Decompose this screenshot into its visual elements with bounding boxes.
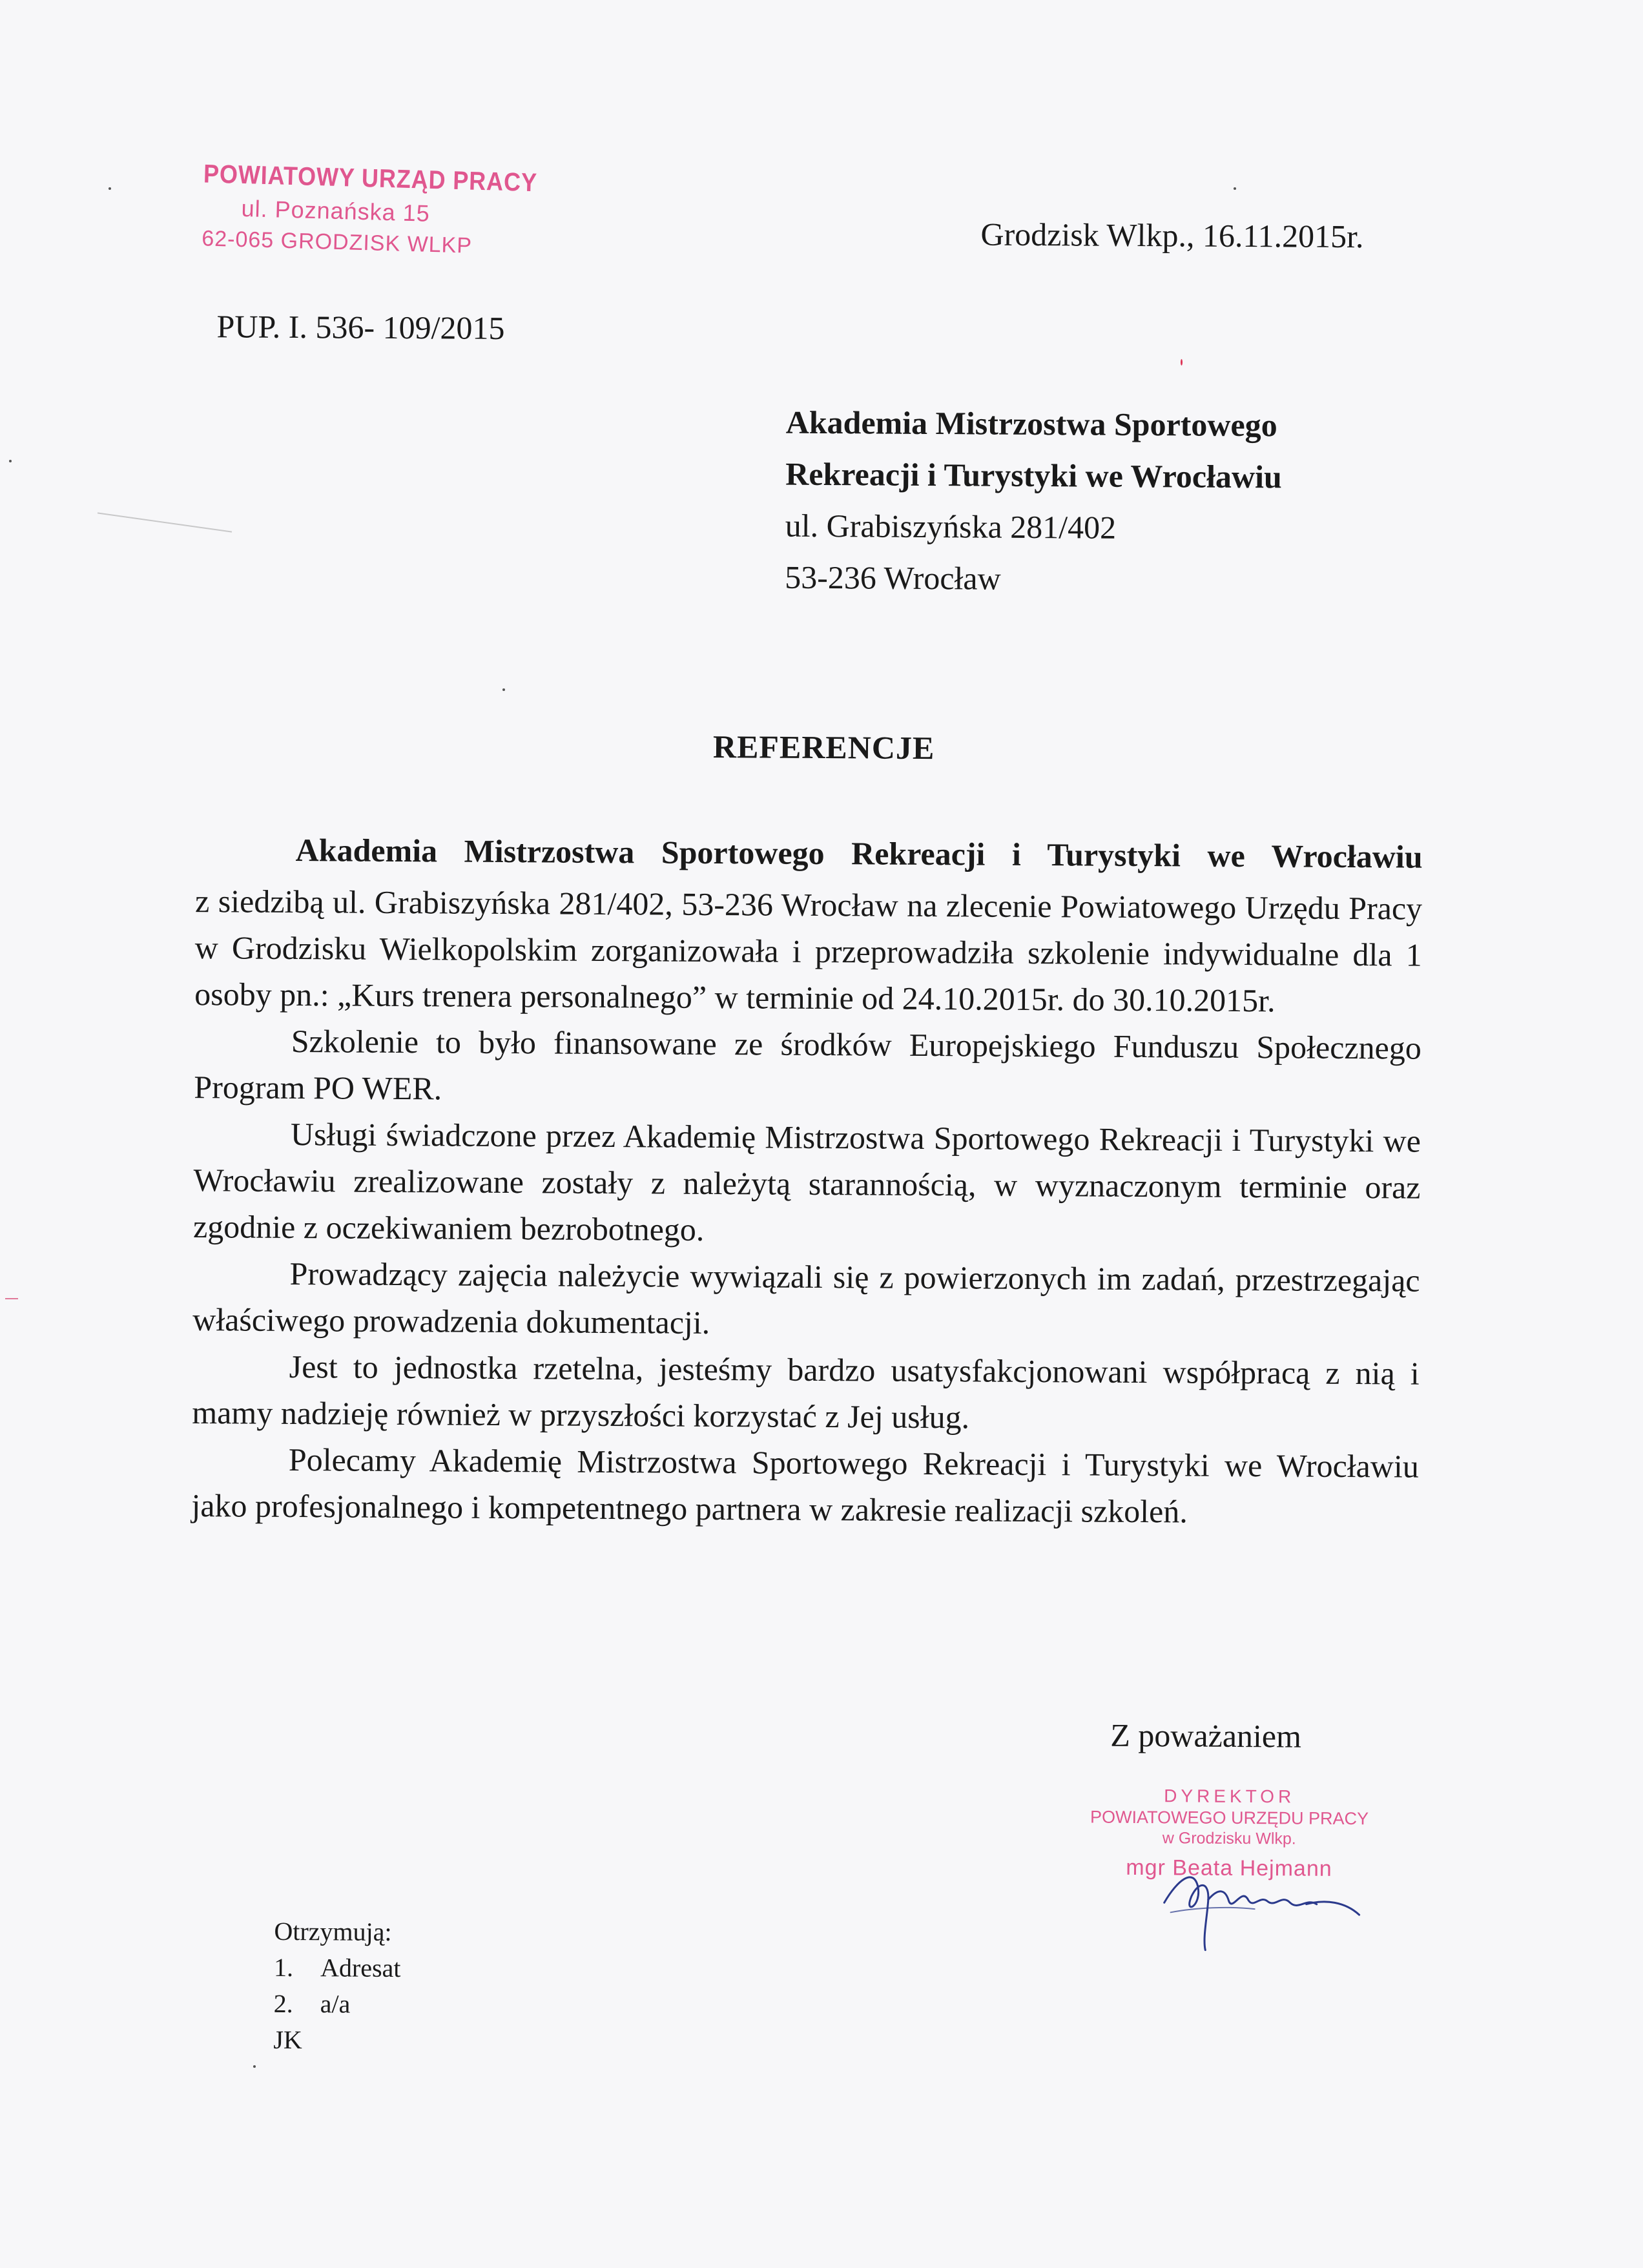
director-stamp-city: w Grodzisku Wlkp. (1162, 1829, 1296, 1848)
director-stamp-office: POWIATOWEGO URZĘDU PRACY (1090, 1807, 1369, 1829)
director-stamp-title: DYREKTOR (1164, 1786, 1296, 1807)
distribution-item: 1. Adresat (273, 1952, 401, 1983)
body-paragraph-2: Szkolenie to było finansowane ze środków Europejskiego Funduszu Społecznego Program PO WER. (194, 1022, 1421, 1107)
recipient-name-line2: Rekreacji i Turystyki we Wrocławiu (785, 455, 1282, 495)
recipient-name-line1: Akademia Mistrzostwa Sportowego (785, 404, 1277, 444)
stamp-street: ul. Poznańska 15 (241, 194, 431, 227)
distribution-heading: Otrzymują: (274, 1916, 392, 1946)
body-org-name: Akademia Mistrzostwa Sportowego Rekreacji i Turystyki we Wrocławiu (295, 832, 1423, 875)
body-paragraph-6: Polecamy Akademię Mistrzostwa Sportowego Rekreacji i Turystyki we Wrocławiu jako profesjonalnego i kompetentnego partnera w zakresie realizacji szkoleń. (191, 1441, 1420, 1530)
scan-speck (253, 2065, 256, 2068)
letter-body (191, 826, 1423, 1536)
body-paragraph-3: Usługi świadczone przez Akademię Mistrzostwa Sportowego Rekreacji i Turystyki we Wrocławiu zrealizowane zostały z należytą starannością, w wyznaczonym terminie oraz zgodnie z oczekiwaniem bezrobotnego. (192, 1115, 1421, 1248)
document-title: REFERENCJE (712, 728, 935, 767)
scan-streak (5, 1298, 18, 1299)
closing-phrase: Z poważaniem (1110, 1716, 1302, 1755)
author-initials: JK (273, 2025, 302, 2055)
letter-date: Grodzisk Wlkp., 16.11.2015r. (980, 216, 1364, 255)
stamp-office-name: POWIATOWY URZĄD PRACY (203, 160, 538, 198)
body-paragraph-4: Prowadzący zajęcia należycie wywiązali się z powierzonych im zadań, przestrzegając właściwego prowadzenia dokumentacji. (192, 1255, 1420, 1341)
handwritten-signature (1157, 1841, 1365, 1952)
body-paragraph-5: Jest to jednostka rzetelna, jesteśmy bardzo usatysfakcjonowani współpracą z nią i mamy nadzieję również w przyszłości korzystać z Jej usług. (192, 1348, 1420, 1436)
distribution-list (273, 1913, 401, 2059)
scan-speck (108, 187, 111, 190)
scan-speck (1234, 187, 1236, 190)
body-paragraph-1: z siedzibą ul. Grabiszyńska 281/402, 53-236 Wrocław na zlecenie Powiatowego Urzędu Pracy w Grodzisku Wielkopolskim zorganizowała i przeprowadziła szkolenie indywidualne dla 1 osoby pn.: „Kurs trenera personalnego” w terminie od 24.10.2015r. do 30.10.2015r. (194, 883, 1423, 1019)
scan-speck (502, 688, 505, 691)
office-stamp (201, 160, 538, 259)
scan-speck (9, 460, 12, 462)
distribution-item: 2. a/a (273, 1988, 351, 2019)
recipient-street: ul. Grabiszyńska 281/402 (785, 507, 1117, 546)
recipient-address (785, 397, 1283, 606)
stamp-postcode-city: 62-065 GRODZISK WLKP (201, 226, 473, 258)
reference-number: PUP. I. 536- 109/2015 (216, 308, 505, 346)
recipient-city: 53-236 Wrocław (785, 559, 1001, 597)
scan-speck (1181, 359, 1183, 366)
director-stamp-name: mgr Beata Hejmann (1126, 1855, 1332, 1881)
